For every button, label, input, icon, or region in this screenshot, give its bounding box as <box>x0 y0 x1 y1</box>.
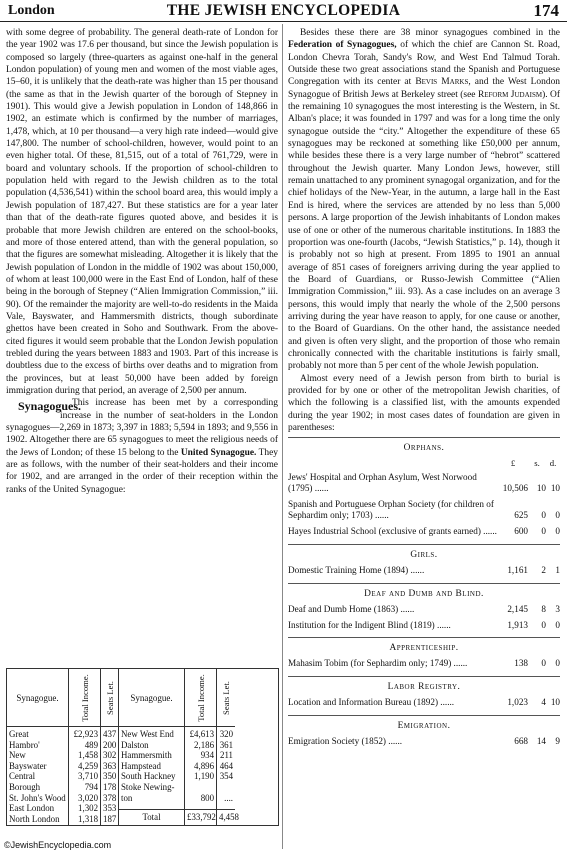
synagogue-name: South Hackney <box>121 771 176 782</box>
synagogue-name: Hambro' <box>9 739 40 750</box>
shillings-value: 10 <box>536 483 546 494</box>
column-divider <box>282 24 283 849</box>
pounds-value: 600 <box>514 526 528 537</box>
income-value: 800 <box>200 792 214 803</box>
income-value <box>187 782 214 793</box>
seats-value: 354 <box>219 771 233 782</box>
shillings-value: 0 <box>541 658 546 669</box>
charity-name: Deaf and Dumb Home (1863) ...... <box>288 603 415 614</box>
section-title: Orphans. <box>288 437 560 454</box>
charity-row <box>288 620 560 632</box>
pounds-value: 625 <box>514 510 528 521</box>
running-head-title: THE JEWISH ENCYCLOPEDIA <box>166 2 401 19</box>
pence-value: 0 <box>555 510 560 521</box>
charity-name: Emigration Society (1852) ...... <box>288 736 403 747</box>
paragraph-synagogues: Synagogues. This increase has been met by a corresponding increase in the number of seat-holders in the London synagogues—2,269 in 1873; 3,397 in 1883; 5,594 in 1893; and 9,556 in 1902. Altogether there are 65 synagogues to meet the religious needs of the Jews of London; of these 15 belong to the United Synagogue. They are as follows, with the number of their seat-holders and their income for 1902, and are arranged in the order of their reception within the ranks of the United Synagogue: <box>6 398 278 495</box>
synagogue-name: Borough <box>9 781 41 792</box>
income-value: 4,896 <box>194 760 214 771</box>
synagogue-name: New West End <box>121 729 174 739</box>
seats-value: 353 <box>103 803 117 814</box>
shillings-value: 14 <box>536 736 546 747</box>
seats-value: 200 <box>103 739 117 750</box>
table-header: Total Income. <box>69 669 101 727</box>
seats-value: 361 <box>219 739 233 750</box>
pounds-value: 10,506 <box>502 483 528 494</box>
income-value: 934 <box>200 750 214 761</box>
income-value: £4,613 <box>189 729 214 739</box>
pounds-value: 2,145 <box>507 603 528 614</box>
pence-value: 9 <box>555 736 560 747</box>
synagogue-name: Stoke Newing- <box>121 781 175 792</box>
income-value: 1,458 <box>78 750 98 761</box>
charity-name: Mahasim Tobim (for Sephardim only; 1749) ...... <box>288 658 468 669</box>
charity-row <box>288 526 560 538</box>
seats-value: 363 <box>103 760 117 771</box>
seats-value: 437 <box>103 729 117 739</box>
shillings-value: 0 <box>541 510 546 521</box>
pounds-value: 1,023 <box>507 697 528 708</box>
charity-name: Institution for the Indigent Blind (1819) ...... <box>288 619 451 630</box>
synagogue-name: Hammersmith <box>121 750 172 761</box>
pounds-value: 1,913 <box>507 619 528 630</box>
seats-value: 464 <box>219 760 233 771</box>
pence-value: 0 <box>555 526 560 537</box>
total-income: £33,792 <box>185 809 217 825</box>
reform-judaism-link: Reform Judaism <box>477 89 543 100</box>
pounds-value: 1,161 <box>507 565 528 575</box>
shillings-value: 8 <box>541 603 546 614</box>
sidehead-synagogues: Synagogues. <box>18 399 82 414</box>
shillings-value: 0 <box>541 619 546 630</box>
paragraph-death-rate: with some degree of probability. The general death-rate of London for the year 1902 was 17.6 per thousand, but since the Jewish population is composed so largely (three-quarters as against one-half in the general London population) of young men and women of the most viable ages, 15–60, it is unlikely that the death-rate was higher than 15 per thousand (the same as that in the Jewish quarter of the borough of Stepney in 1901). This would give a Jewish population in London of 148,866 in 1902, an estimate which is confirmed by the number of marriages, 1,478, which, at 10 per thousand—a very high rate indeed—would give 147,800. The number of school-children, however, would point to an even higher total. Of these, 81,515, out of a total of 761,729, were in board and voluntary schools. If the proportion of school-children to population held with regard to the Jewish children as to the total population (4,536,541) within the school board area, this would imply a Jewish population of 187,427. But these statistics are for a year later than that of the death-rate figures quoted above, and besides it is probable that more Jewish children are entered on the school-books, and more of those entered attend, than with the general population, so that the figures are somewhat misleading. Altogether it is likely that the Jewish population of London in the middle of 1902 was about 150,000, of whom at least 100,000 were in the East End of London, half of these being in the borough of Stepney (“Alien Immigration Commission,” iii. 90). Of the remainder the majority are well-to-do residents in the Maida Vale, Bayswater, and Hammersmith districts, though subordinate ghettos have been created in Soho and Southwark. From the above-cited figures it would seem probable that the London Jewish population trebled during the years between 1883 and 1903. Part of this increase is doubtless due to the excess of births over deaths and to migration from the provinces, but at least 50,000 have been added by foreign immigration during that period, an average of 2,500 per annum. <box>6 28 278 396</box>
charity-row <box>288 565 560 577</box>
pence-value: 3 <box>555 603 560 614</box>
synagogue-name: Hampstead <box>121 760 161 771</box>
running-head-left: London <box>8 3 55 18</box>
charity-name: Domestic Training Home (1894) ...... <box>288 565 425 575</box>
pounds-value: 668 <box>514 736 528 747</box>
table-header: Synagogue. <box>7 669 69 727</box>
charity-row <box>288 658 560 670</box>
income-value: 1,318 <box>78 813 98 824</box>
table-header: Synagogue. <box>119 669 185 727</box>
charity-name: Jews' Hospital and Orphan Asylum, West Norwood (1795) ...... <box>288 471 477 494</box>
charity-name: Spanish and Portuguese Orphan Society (for children of Sephardim only; 1703) ...... <box>288 498 494 521</box>
page-header <box>0 0 567 24</box>
income-value: 489 <box>84 739 98 750</box>
section-title: Apprenticeship. <box>288 637 560 654</box>
income-value: 3,020 <box>78 792 98 803</box>
charity-row <box>288 736 560 748</box>
pence-value: 10 <box>550 483 560 494</box>
synagogue-name: East London <box>9 803 55 814</box>
seats-value: 178 <box>103 781 117 792</box>
synagogue-name: North London <box>9 813 60 824</box>
header-rule <box>0 21 567 22</box>
copyright-footer: ©JewishEncyclopedia.com <box>4 840 112 850</box>
charity-row <box>288 499 560 522</box>
charity-row <box>288 472 560 495</box>
income-value: 1,302 <box>78 803 98 814</box>
currency-columns-header: £ s. d. <box>510 457 557 468</box>
seats-value: 350 <box>103 771 117 782</box>
pence-value: 1 <box>555 565 560 575</box>
seats-value: 378 <box>103 792 117 803</box>
income-value: £2,923 <box>73 729 98 739</box>
synagogue-name: New <box>9 750 26 761</box>
section-title: Deaf and Dumb and Blind. <box>288 583 560 600</box>
charity-name: Location and Information Bureau (1892) ...... <box>288 697 455 708</box>
shillings-value: 2 <box>541 565 546 575</box>
pounds-value: 138 <box>514 658 528 669</box>
seats-value: 187 <box>103 813 117 824</box>
synagogue-name: Dalston <box>121 739 149 750</box>
pence-value: 10 <box>550 697 560 708</box>
table-header: Total Income. <box>185 669 217 727</box>
seats-value <box>219 782 233 793</box>
united-synagogue-term: United Synagogue. <box>180 447 257 458</box>
seats-value: 211 <box>220 750 233 761</box>
total-label: Total <box>119 809 185 825</box>
right-column <box>288 27 560 748</box>
shillings-value: 0 <box>541 526 546 537</box>
seats-value: 302 <box>103 750 117 761</box>
synagogue-name: Central <box>9 771 36 782</box>
charity-name: Hayes Industrial School (exclusive of grants earned) ...... <box>288 526 497 537</box>
paragraph-federation: Besides these there are 38 minor synagogues combined in the Federation of Synagogues, of which the chief are Cannon St. Road, London Chevra Torah, Sandy's Row, and West End Talmud Torah. Outside these two great associations stand the Spanish and Portuguese Congregation with its center at Bevis Marks, and the West London Synagogue of British Jews at Berkeley street (see Reform Judaism). Of the remaining 10 synagogues the most interesting is the Western, in St. Alban's place; it was founded in 1797 and was for a long time the only synagogue outside the “city.” Altogether the expenditure of these 65 synagogues may be reckoned at something like £50,000 per annum, while besides these there is a very large number of “hebrot” scattered throughout the Jewish quarter. Many London Jews, however, still remain unattached to any prominent synagogal organization, and for the chief holidays of the New-Year, in the autumn, a large hall in the East End is hired, where the services are attended by no less than 5,000 persons. A large proportion of the Jewish inhabitants of London makes use of one or other of the numerous charitable institutions. In 1883 the proportion was one-fourth (Jacobs, “Jewish Statistics,” p. 14), though it is probably not so high at present. From 1895 to 1901 an annual average of 851 cases of foreigners arriving during the year applied to the Board of Guardians, or Russo-Jewish Committee (“Alien Immigration Commission,” iii. 93). As a case includes on an average 3 persons, this would imply that nearly the whole of the 2,500 persons arriving during the year have reason to apply, for one cause or another, to the Board of Guardians. On the other hand, the assistance needed and given is often very slight, and the proportion of those who remain chronically connected with the charitable institutions is fairly small, probably not more than 5 per cent of the whole Jewish population. <box>288 28 561 372</box>
synagogue-name: ton <box>121 792 133 803</box>
table-header: Seats Let. <box>101 669 119 727</box>
synagogue-name: Great <box>9 729 29 739</box>
section-title: Girls. <box>288 544 560 561</box>
united-synagogue-table <box>6 668 279 826</box>
paragraph-charities: Almost every need of a Jewish person from birth to burial is provided for by one or other of the metropolitan Jewish charities, of which the following is a classified list, with the amounts expended during the year 1902; in most cases dates of foundation are given in parentheses: <box>288 373 560 433</box>
income-value: 2,186 <box>194 739 214 750</box>
pence-value: 0 <box>555 658 560 669</box>
section-title: Emigration. <box>288 715 560 732</box>
income-value: 794 <box>84 781 98 792</box>
federation-term: Federation of Synagogues, <box>288 40 397 51</box>
seats-value: 320 <box>219 729 233 739</box>
charity-row <box>288 697 560 709</box>
income-value: 1,190 <box>194 771 214 782</box>
seats-value: .... <box>224 792 233 803</box>
page-number: 174 <box>533 1 559 20</box>
section-title: Labor Registry. <box>288 676 560 693</box>
pence-value: 0 <box>555 619 560 630</box>
synagogue-name: Bayswater <box>9 760 47 771</box>
bevis-marks-term: Bevis Marks, <box>415 77 471 88</box>
table-header: Seats Let. <box>217 669 235 727</box>
synagogue-name: St. John's Wood <box>9 792 66 803</box>
charity-row <box>288 604 560 616</box>
income-value: 4,259 <box>78 760 98 771</box>
income-value: 3,710 <box>78 771 98 782</box>
left-column <box>6 27 278 496</box>
shillings-value: 4 <box>541 697 546 708</box>
total-seats: 4,458 <box>217 809 235 825</box>
charity-finance-list <box>288 437 560 748</box>
